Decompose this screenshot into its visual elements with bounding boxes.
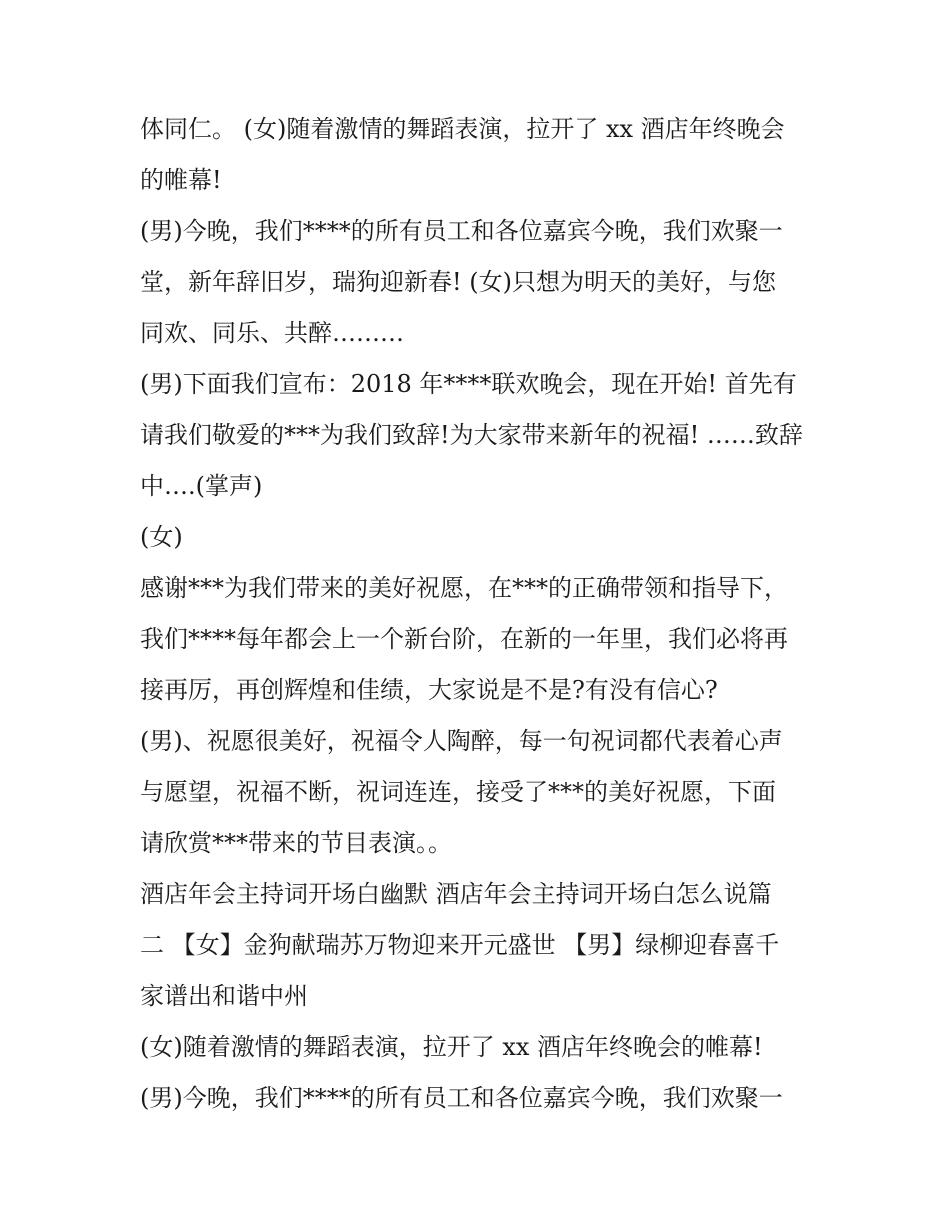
text-line: 请我们敬爱的***为我们致辞!为大家带来新年的祝福! ……致辞 xyxy=(140,421,803,449)
text-line: 的帷幕! xyxy=(140,166,222,194)
text-line: 感谢***为我们带来的美好祝愿，在***的正确带领和指导下， xyxy=(140,574,788,602)
document-body xyxy=(140,104,820,1124)
text-line: 家谱出和谐中州 xyxy=(140,982,308,1010)
text-line: 堂，新年辞旧岁，瑞狗迎新春! (女)只想为明天的美好，与您 xyxy=(140,268,776,296)
text-line: (女) xyxy=(140,523,183,551)
text-line: 请欣赏***带来的节目表演。。 xyxy=(140,829,452,857)
text-line: 酒店年会主持词开场白幽默 酒店年会主持词开场白怎么说篇 xyxy=(140,880,772,908)
text-line: 与愿望，祝福不断，祝词连连，接受了***的美好祝愿，下面 xyxy=(140,778,776,806)
text-line: (男)、祝愿很美好，祝福令人陶醉，每一句祝词都代表着心声 xyxy=(140,727,783,755)
text-line: 体同仁。 (女)随着激情的舞蹈表演，拉开了 xx 酒店年终晚会 xyxy=(140,115,785,143)
text-line: (男)下面我们宣布：2018 年****联欢晚会，现在开始! 首先有 xyxy=(140,370,797,398)
text-line: 接再厉，再创辉煌和佳绩，大家说是不是?有没有信心? xyxy=(140,676,718,704)
text-line: 二 【女】金狗献瑞苏万物迎来开元盛世 【男】绿柳迎春喜千 xyxy=(140,931,780,959)
text-line: 中….(掌声) xyxy=(140,472,263,500)
text-line: (男)今晚，我们****的所有员工和各位嘉宾今晚，我们欢聚一 xyxy=(140,1084,783,1112)
text-line: (男)今晚，我们****的所有员工和各位嘉宾今晚，我们欢聚一 xyxy=(140,217,783,245)
text-line: 我们****每年都会上一个新台阶，在新的一年里，我们必将再 xyxy=(140,625,788,653)
text-line: 同欢、同乐、共醉……… xyxy=(140,319,404,347)
text-line: (女)随着激情的舞蹈表演，拉开了 xx 酒店年终晚会的帷幕! xyxy=(140,1033,763,1061)
